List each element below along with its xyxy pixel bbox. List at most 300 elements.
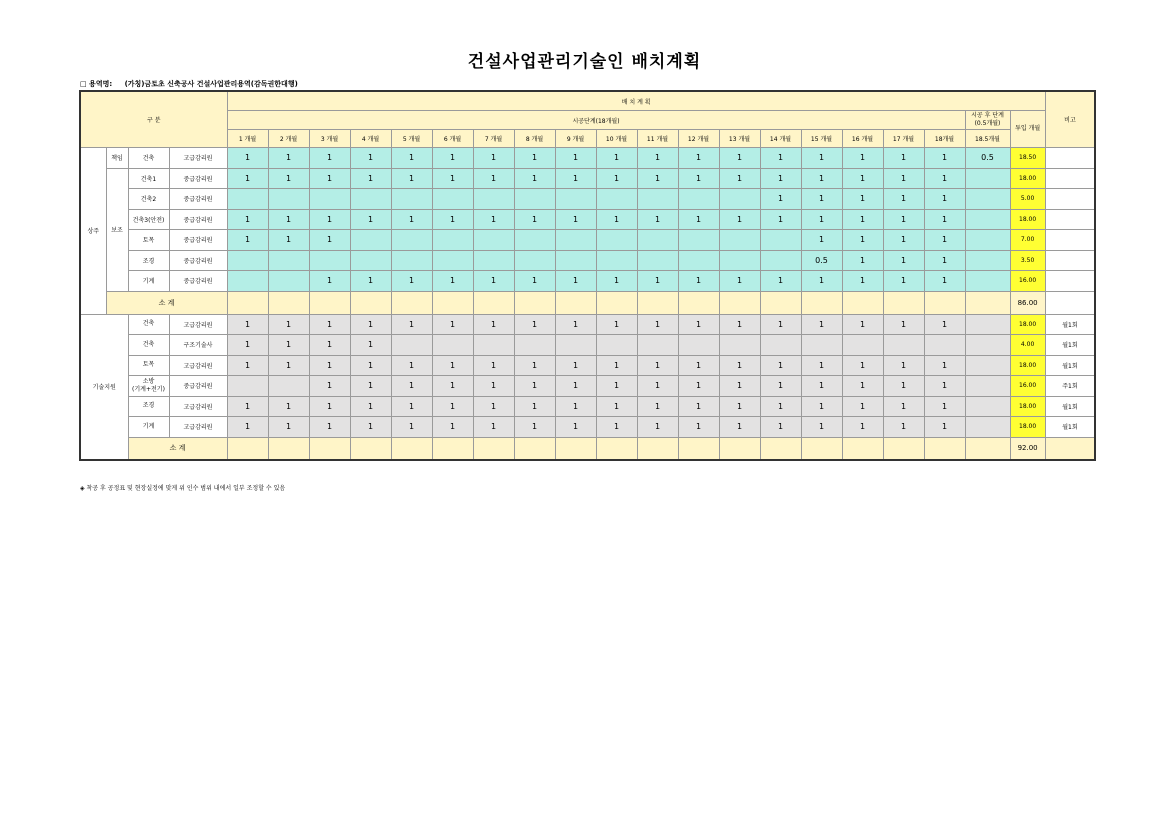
- subtotal-month-cell: [555, 437, 596, 460]
- month-value: 1: [801, 168, 842, 189]
- month-value: 1: [432, 417, 473, 438]
- month-value: 1: [432, 376, 473, 397]
- month-value: [227, 189, 268, 210]
- row-grade: 고급감리원: [169, 148, 227, 169]
- month-value: 1: [883, 230, 924, 251]
- month-value: 1: [883, 314, 924, 335]
- month-value: 1: [596, 168, 637, 189]
- month-value: 1: [842, 271, 883, 292]
- month-value: 1: [801, 314, 842, 335]
- month-value: 1: [924, 396, 965, 417]
- month-value: [350, 230, 391, 251]
- row-remark: 월1회: [1045, 417, 1095, 438]
- month-value: 1: [596, 417, 637, 438]
- month-value: [350, 189, 391, 210]
- row-remark: [1045, 148, 1095, 169]
- month-header: 2 개월: [268, 130, 309, 148]
- row-field: 건축: [128, 148, 169, 169]
- month-header: 14 개월: [760, 130, 801, 148]
- month-value: 1: [678, 148, 719, 169]
- month-value: 1: [227, 396, 268, 417]
- month-header: 10 개월: [596, 130, 637, 148]
- subtotal-month-cell: [924, 437, 965, 460]
- month-value: [391, 250, 432, 271]
- month-value: 1: [678, 209, 719, 230]
- row-total: 18.00: [1010, 355, 1045, 376]
- month-value: 1: [596, 271, 637, 292]
- row-field: 건축: [128, 335, 169, 356]
- month-value: 1: [227, 209, 268, 230]
- month-value: [719, 335, 760, 356]
- month-value: [555, 335, 596, 356]
- month-value: 1: [842, 376, 883, 397]
- month-value: 1: [350, 314, 391, 335]
- row-field: 토목: [128, 230, 169, 251]
- month-value: 1: [514, 417, 555, 438]
- month-value: [965, 209, 1010, 230]
- header-construction-phase: 시공단계(18개월): [227, 111, 965, 130]
- month-value: [309, 189, 350, 210]
- row-total: 18.50: [1010, 148, 1045, 169]
- subtotal-month-cell: [555, 291, 596, 314]
- month-value: 1: [350, 355, 391, 376]
- row-grade: 중급감리원: [169, 168, 227, 189]
- subtotal-month-cell: [760, 437, 801, 460]
- month-value: 1: [309, 376, 350, 397]
- table-row: [80, 314, 1095, 335]
- month-value: 1: [473, 148, 514, 169]
- month-value: 1: [309, 230, 350, 251]
- month-value: 1: [473, 209, 514, 230]
- month-value: 1: [432, 396, 473, 417]
- month-value: 1: [801, 271, 842, 292]
- month-value: 1: [842, 417, 883, 438]
- month-value: [350, 250, 391, 271]
- month-value: 1: [391, 355, 432, 376]
- month-value: 1: [309, 417, 350, 438]
- month-value: [596, 250, 637, 271]
- subtotal-month-cell: [473, 437, 514, 460]
- month-value: 1: [801, 417, 842, 438]
- month-value: 1: [719, 148, 760, 169]
- month-value: 1: [268, 396, 309, 417]
- deployment-plan-table: [79, 90, 1096, 461]
- row-remark: 주1회: [1045, 376, 1095, 397]
- row-total: 7.00: [1010, 230, 1045, 251]
- month-value: [965, 250, 1010, 271]
- month-value: 1: [596, 209, 637, 230]
- subtotal-month-cell: [842, 291, 883, 314]
- month-value: [555, 189, 596, 210]
- subtotal-month-cell: [801, 437, 842, 460]
- month-value: 1: [719, 376, 760, 397]
- header-input-months: 투입 개월: [1010, 111, 1045, 148]
- month-value: 1: [473, 271, 514, 292]
- subtotal-label: 소 계: [106, 291, 227, 314]
- month-value: 1: [678, 314, 719, 335]
- month-value: 1: [391, 271, 432, 292]
- month-value: 1: [432, 314, 473, 335]
- month-value: 1: [350, 335, 391, 356]
- month-value: 1: [596, 396, 637, 417]
- month-value: 1: [801, 355, 842, 376]
- row-grade: 구조기술사: [169, 335, 227, 356]
- month-header: 5 개월: [391, 130, 432, 148]
- month-value: 1: [883, 271, 924, 292]
- month-value: 1: [760, 417, 801, 438]
- month-value: 1: [268, 148, 309, 169]
- month-value: [965, 376, 1010, 397]
- month-value: 1: [268, 417, 309, 438]
- table-row: [80, 271, 1095, 292]
- month-value: [637, 230, 678, 251]
- month-value: 1: [473, 168, 514, 189]
- table-row: [80, 335, 1095, 356]
- month-value: 1: [760, 376, 801, 397]
- subtotal-month-cell: [514, 437, 555, 460]
- subtotal-month-cell: [719, 291, 760, 314]
- month-value: 1: [514, 355, 555, 376]
- month-value: [965, 396, 1010, 417]
- month-value: 1: [842, 189, 883, 210]
- month-value: [514, 335, 555, 356]
- row-grade: 고급감리원: [169, 314, 227, 335]
- month-value: 1: [719, 168, 760, 189]
- row-grade: 중급감리원: [169, 230, 227, 251]
- month-value: 1: [350, 148, 391, 169]
- page-title: 건설사업관리기술인 배치계획: [467, 52, 702, 72]
- header-after-phase: 시공 후 단계 (0.5개월): [965, 111, 1010, 130]
- month-header: 4 개월: [350, 130, 391, 148]
- month-value: 1: [309, 335, 350, 356]
- month-value: 1: [514, 396, 555, 417]
- row-remark: 월1회: [1045, 335, 1095, 356]
- month-value: [391, 189, 432, 210]
- subtotal-month-cell: [473, 291, 514, 314]
- month-value: [268, 376, 309, 397]
- row-total: 4.00: [1010, 335, 1045, 356]
- subtotal-row: [80, 437, 1095, 460]
- month-value: 1: [309, 148, 350, 169]
- month-value: [678, 250, 719, 271]
- month-value: 1: [227, 230, 268, 251]
- month-header: 15 개월: [801, 130, 842, 148]
- month-value: 1: [350, 376, 391, 397]
- month-value: 1: [924, 209, 965, 230]
- month-value: 1: [883, 148, 924, 169]
- month-value: 1: [596, 148, 637, 169]
- month-value: 1: [391, 396, 432, 417]
- month-value: 1: [514, 209, 555, 230]
- month-header: 12 개월: [678, 130, 719, 148]
- subtotal-month-cell: [309, 291, 350, 314]
- month-value: 1: [268, 355, 309, 376]
- month-value: 1: [268, 209, 309, 230]
- month-value: [596, 335, 637, 356]
- row-grade: 중급감리원: [169, 189, 227, 210]
- header-gubun: 구 분: [80, 91, 227, 148]
- month-value: [965, 168, 1010, 189]
- month-value: 1: [309, 271, 350, 292]
- month-value: 1: [801, 209, 842, 230]
- subtotal-month-cell: [391, 437, 432, 460]
- month-value: [637, 189, 678, 210]
- month-value: 1: [760, 271, 801, 292]
- table-row: [80, 396, 1095, 417]
- month-value: 1: [432, 168, 473, 189]
- month-value: 1: [883, 209, 924, 230]
- month-value: [678, 189, 719, 210]
- month-value: [965, 355, 1010, 376]
- month-value: [268, 250, 309, 271]
- month-value: 1: [760, 148, 801, 169]
- row-remark: 월1회: [1045, 355, 1095, 376]
- month-value: 1: [924, 314, 965, 335]
- month-value: [555, 250, 596, 271]
- month-header: 18개월: [924, 130, 965, 148]
- subtotal-month-cell: [965, 291, 1010, 314]
- month-value: 1: [227, 417, 268, 438]
- month-value: [965, 271, 1010, 292]
- month-value: 1: [842, 250, 883, 271]
- month-value: [965, 230, 1010, 251]
- table-row: [80, 355, 1095, 376]
- subtotal-month-cell: [760, 291, 801, 314]
- group-label-bojo: 보조: [106, 168, 128, 291]
- month-value: 1: [227, 355, 268, 376]
- month-value: 1: [391, 209, 432, 230]
- month-value: 1: [268, 230, 309, 251]
- subtotal-month-cell: [842, 437, 883, 460]
- month-header: 9 개월: [555, 130, 596, 148]
- subtotal-row: [80, 291, 1095, 314]
- row-total: 16.00: [1010, 271, 1045, 292]
- row-remark: 월1회: [1045, 314, 1095, 335]
- month-value: 1: [924, 230, 965, 251]
- table-row: [80, 148, 1095, 169]
- month-value: 1: [924, 376, 965, 397]
- row-field: 조경: [128, 250, 169, 271]
- month-value: 1: [350, 396, 391, 417]
- month-value: [760, 250, 801, 271]
- month-value: 1: [760, 209, 801, 230]
- month-value: 1: [801, 189, 842, 210]
- month-value: 1: [514, 376, 555, 397]
- month-value: 1: [801, 396, 842, 417]
- subtotal-total: 92.00: [1010, 437, 1045, 460]
- subtotal-month-cell: [268, 291, 309, 314]
- month-value: 1: [555, 271, 596, 292]
- subtotal-month-cell: [227, 437, 268, 460]
- header-plan: 배 치 계 획: [227, 91, 1045, 111]
- month-value: 1: [842, 355, 883, 376]
- month-value: 1: [473, 417, 514, 438]
- month-value: 1: [637, 355, 678, 376]
- group-label-sangju: 상주: [80, 148, 106, 315]
- month-value: 1: [678, 417, 719, 438]
- month-value: 1: [678, 355, 719, 376]
- month-header: 6 개월: [432, 130, 473, 148]
- row-field: 건축1: [128, 168, 169, 189]
- subtotal-month-cell: [309, 437, 350, 460]
- month-value: 1: [760, 189, 801, 210]
- table-row: [80, 230, 1095, 251]
- month-value: [227, 376, 268, 397]
- month-value: [965, 189, 1010, 210]
- month-value: [924, 335, 965, 356]
- month-value: [432, 335, 473, 356]
- month-value: 1: [309, 209, 350, 230]
- row-total: 18.00: [1010, 314, 1045, 335]
- month-value: [719, 250, 760, 271]
- month-value: 1: [883, 396, 924, 417]
- month-value: [473, 189, 514, 210]
- month-value: 1: [801, 230, 842, 251]
- month-value: 1: [924, 250, 965, 271]
- month-value: 1: [268, 314, 309, 335]
- subtotal-month-cell: [678, 291, 719, 314]
- month-value: [678, 230, 719, 251]
- month-value: 1: [842, 396, 883, 417]
- month-value: 1: [391, 417, 432, 438]
- month-value: 0.5: [801, 250, 842, 271]
- row-grade: 중급감리원: [169, 209, 227, 230]
- month-value: 1: [227, 314, 268, 335]
- month-value: 1: [883, 355, 924, 376]
- month-value: [391, 230, 432, 251]
- row-grade: 중급감리원: [169, 271, 227, 292]
- row-grade: 고급감리원: [169, 417, 227, 438]
- month-value: 1: [514, 271, 555, 292]
- subtotal-month-cell: [719, 437, 760, 460]
- subtotal-month-cell: [678, 437, 719, 460]
- month-value: [965, 417, 1010, 438]
- row-total: 18.00: [1010, 168, 1045, 189]
- service-name-line: [80, 79, 308, 89]
- subtotal-month-cell: [596, 437, 637, 460]
- month-value: 1: [227, 148, 268, 169]
- month-value: 1: [596, 376, 637, 397]
- row-remark: [1045, 209, 1095, 230]
- month-value: [227, 271, 268, 292]
- month-value: [678, 335, 719, 356]
- table-row: [80, 168, 1095, 189]
- month-value: 1: [719, 417, 760, 438]
- group-label-support: 기술지원: [80, 314, 128, 460]
- month-value: 1: [637, 396, 678, 417]
- month-value: 1: [596, 355, 637, 376]
- subtotal-total: 86.00: [1010, 291, 1045, 314]
- month-value: 1: [514, 168, 555, 189]
- month-value: 1: [924, 148, 965, 169]
- row-remark: [1045, 189, 1095, 210]
- month-value: 1: [637, 314, 678, 335]
- row-field: 건축2: [128, 189, 169, 210]
- month-value: 1: [637, 417, 678, 438]
- month-value: 1: [883, 417, 924, 438]
- month-value: 1: [309, 314, 350, 335]
- month-value: 1: [555, 355, 596, 376]
- month-value: 1: [637, 271, 678, 292]
- month-value: 1: [883, 250, 924, 271]
- row-grade: 중급감리원: [169, 376, 227, 397]
- subtotal-month-cell: [391, 291, 432, 314]
- month-value: 1: [760, 314, 801, 335]
- row-total: 3.50: [1010, 250, 1045, 271]
- month-value: 1: [760, 396, 801, 417]
- month-value: 1: [514, 148, 555, 169]
- row-field: 기계: [128, 271, 169, 292]
- service-name: (가칭)금토초 신축공사 건설사업관리용역(감독권한대행): [124, 80, 298, 88]
- month-value: 1: [350, 168, 391, 189]
- month-value: 1: [842, 314, 883, 335]
- month-value: 1: [637, 168, 678, 189]
- month-value: 1: [719, 314, 760, 335]
- subtotal-month-cell: [227, 291, 268, 314]
- row-field: 조경: [128, 396, 169, 417]
- month-value: [637, 335, 678, 356]
- month-value: 1: [883, 189, 924, 210]
- month-value: [965, 314, 1010, 335]
- month-value: 1: [760, 355, 801, 376]
- month-value: 1: [555, 168, 596, 189]
- month-value: [596, 230, 637, 251]
- subtotal-month-cell: [514, 291, 555, 314]
- month-header: 11 개월: [637, 130, 678, 148]
- table-row: [80, 209, 1095, 230]
- month-value: 1: [883, 168, 924, 189]
- month-value: 1: [924, 168, 965, 189]
- month-value: 1: [637, 209, 678, 230]
- subtotal-remark: [1045, 291, 1095, 314]
- month-value: 1: [637, 148, 678, 169]
- month-value: 1: [678, 396, 719, 417]
- month-value: 1: [678, 168, 719, 189]
- month-value: [965, 335, 1010, 356]
- month-value: [555, 230, 596, 251]
- month-value: 1: [350, 271, 391, 292]
- month-value: 1: [432, 148, 473, 169]
- month-header: 1 개월: [227, 130, 268, 148]
- subtotal-month-cell: [883, 291, 924, 314]
- table-row: [80, 376, 1095, 397]
- month-value: [473, 335, 514, 356]
- service-label: □ 용역명:: [80, 80, 113, 88]
- month-value: 1: [924, 355, 965, 376]
- month-value: 1: [309, 396, 350, 417]
- subtotal-remark: [1045, 437, 1095, 460]
- row-total: 16.00: [1010, 376, 1045, 397]
- month-header: 3 개월: [309, 130, 350, 148]
- month-value: 1: [842, 148, 883, 169]
- month-value: 1: [555, 314, 596, 335]
- row-total: 18.00: [1010, 417, 1045, 438]
- month-value: [309, 250, 350, 271]
- month-value: 1: [555, 148, 596, 169]
- month-value: 1: [432, 355, 473, 376]
- row-remark: [1045, 230, 1095, 251]
- row-total: 5.00: [1010, 189, 1045, 210]
- month-value: [883, 335, 924, 356]
- month-value: [473, 250, 514, 271]
- month-value: [432, 250, 473, 271]
- month-value: 1: [678, 271, 719, 292]
- subtotal-month-cell: [432, 437, 473, 460]
- month-value: 1: [268, 168, 309, 189]
- table-row: [80, 250, 1095, 271]
- month-value: [596, 189, 637, 210]
- row-grade: 고급감리원: [169, 396, 227, 417]
